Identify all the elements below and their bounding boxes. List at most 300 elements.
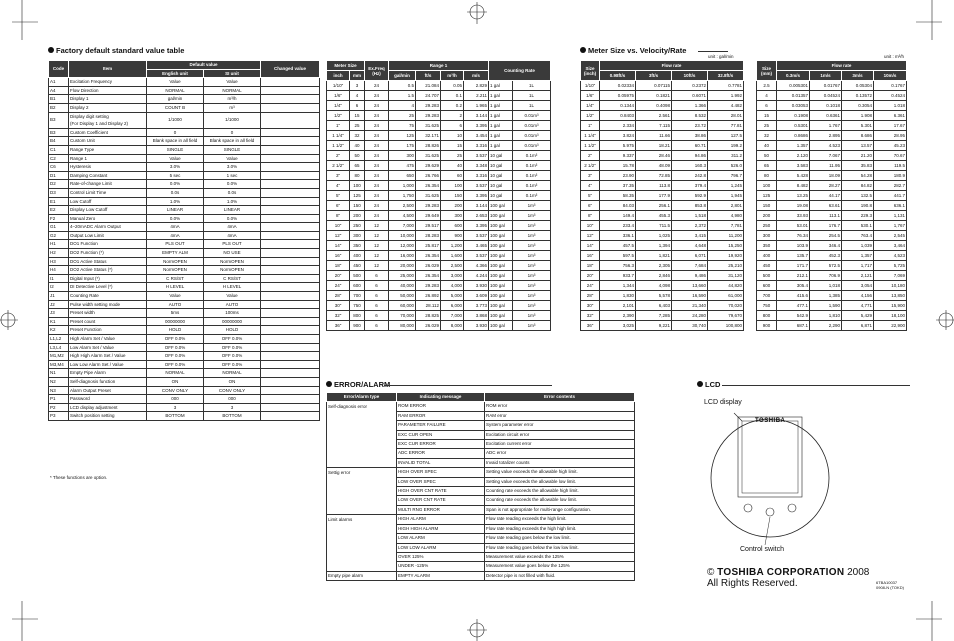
flow-cell: 3.583	[777, 161, 810, 171]
si-cell: Value	[204, 292, 261, 301]
ms-cell: 3.465	[464, 241, 489, 251]
code-cell: I2	[49, 283, 69, 292]
m3h-cell: 900	[441, 231, 464, 241]
changed-cell	[261, 214, 320, 223]
changed-cell	[261, 395, 320, 404]
ms-cell: 3.144	[464, 201, 489, 211]
table-row	[49, 369, 320, 378]
size-cell: 2.5	[757, 81, 777, 91]
changed-cell	[261, 403, 320, 412]
message-cell: OVER 125%	[397, 552, 485, 561]
flow-cell: 0.03053	[777, 101, 810, 111]
m3h-cell: 200	[441, 201, 464, 211]
error-type-cell	[327, 524, 397, 533]
table-row	[327, 311, 551, 321]
changed-cell	[261, 145, 320, 154]
item-cell: Empty Pipe Alarm	[69, 369, 147, 378]
flow-cell: 1,344	[600, 281, 636, 291]
flow-cell: 415.6	[777, 291, 810, 301]
error-type-cell: Settig error	[327, 468, 397, 477]
si-cell: 0.0%	[204, 214, 261, 223]
fts-cell: 26.029	[416, 261, 441, 271]
flow-cell: 84.03	[600, 201, 636, 211]
message-cell: LOW ALARM	[397, 534, 485, 543]
count-si-cell: 0.1m³	[513, 191, 551, 201]
changed-cell	[261, 352, 320, 361]
size-cell: 600	[757, 281, 777, 291]
ms-cell: 3.348	[464, 161, 489, 171]
flow-cell: 0.6071	[672, 91, 708, 101]
table-row	[757, 131, 907, 141]
exfreq-cell: 12	[365, 231, 389, 241]
inch-cell: 3"	[327, 171, 350, 181]
count-si-cell: 0.01m³	[513, 121, 551, 131]
count-si-cell: 1m³	[513, 321, 551, 331]
table-row	[757, 91, 907, 101]
flow-cell: 23.90	[600, 171, 636, 181]
inch-cell: 2"	[327, 151, 350, 161]
table-row	[327, 291, 551, 301]
message-cell: INVALID TOTAL	[397, 458, 485, 467]
exfreq-cell: 24	[365, 191, 389, 201]
col-item: Item	[69, 61, 147, 78]
m3h-cell: 8,000	[441, 321, 464, 331]
table-row	[49, 95, 320, 104]
flow-cell: 687.1	[777, 321, 810, 331]
factory-note: * These functions are option.	[50, 475, 108, 480]
flow-cell: 0.3054	[842, 101, 874, 111]
flow-cell: 15.78	[600, 161, 636, 171]
si-cell: OFF 0.0%	[204, 343, 261, 352]
count-si-cell: 1m³	[513, 271, 551, 281]
mm-cell: 15	[350, 111, 365, 121]
size-cell: 4"	[581, 181, 600, 191]
table-row	[49, 283, 320, 292]
item-cell: Switch position setting	[69, 412, 147, 421]
code-cell: D1	[49, 171, 69, 180]
table-row	[327, 477, 635, 486]
table-row	[49, 137, 320, 146]
count-gal-cell: 100 gal	[489, 231, 513, 241]
table-row	[327, 281, 551, 291]
item-cell: Preset Function	[69, 326, 147, 335]
flow-cell: 3,025	[600, 321, 636, 331]
col-flow-3: 32.8ft/s	[708, 71, 744, 81]
table-row	[327, 131, 551, 141]
si-cell: 0	[204, 128, 261, 137]
ms-cell: 3.537	[464, 251, 489, 261]
table-row	[327, 449, 635, 458]
table-row	[757, 271, 907, 281]
size-cell: 32	[757, 131, 777, 141]
flow-cell: 7,069	[874, 271, 907, 281]
exfreq-cell: 24	[365, 171, 389, 181]
galmin-cell: 175	[389, 141, 416, 151]
code-cell: H4	[49, 266, 69, 275]
table-row	[49, 335, 320, 344]
flow-cell: 0.7781	[708, 81, 744, 91]
exfreq-cell: 24	[365, 131, 389, 141]
english-cell: COUNT B	[147, 103, 204, 112]
code-cell: N3	[49, 386, 69, 395]
table-row	[757, 261, 907, 271]
col-m3h: m³/h	[441, 71, 464, 81]
count-gal-cell: 100 gal	[489, 251, 513, 261]
message-cell: PARAMETER FAILURE	[397, 421, 485, 430]
code-cell: G1	[49, 223, 69, 232]
contents-cell: Counting rate exceeds the allowable high limit.	[485, 487, 635, 496]
flow-cell: 4,980	[708, 211, 744, 221]
size-cell: 700	[757, 291, 777, 301]
flow-cell: 15,900	[874, 301, 907, 311]
si-cell: 4mA	[204, 223, 261, 232]
fts-cell: 29.517	[416, 221, 441, 231]
flow-cell: 18.21	[636, 141, 672, 151]
exfreq-cell: 6	[365, 291, 389, 301]
table-row	[581, 191, 744, 201]
count-gal-cell: 1 gal	[489, 141, 513, 151]
flow-cell: 44.17	[810, 191, 842, 201]
m3h-cell: 60	[441, 171, 464, 181]
table-row	[757, 291, 907, 301]
m3h-cell: 2	[441, 111, 464, 121]
count-gal-cell: 100 gal	[489, 241, 513, 251]
contents-cell: Setting value exceeds the allowable low limit.	[485, 477, 635, 486]
flow-cell: 2,305	[636, 261, 672, 271]
ms-cell: 3.537	[464, 181, 489, 191]
code-cell: P2	[49, 403, 69, 412]
mm-cell: 25	[350, 121, 365, 131]
table-row	[327, 231, 551, 241]
table-row	[327, 562, 635, 571]
contents-cell: Measurement value exceeds the 125%	[485, 552, 635, 561]
english-cell: 4mA	[147, 223, 204, 232]
size-cell: 1"	[581, 121, 600, 131]
code-cell: N2	[49, 377, 69, 386]
table-row	[757, 311, 907, 321]
changed-cell	[261, 240, 320, 249]
mm-cell: 6	[350, 101, 365, 111]
code-cell: K1	[49, 317, 69, 326]
flow-cell: 1,830	[600, 291, 636, 301]
english-cell: 00000000	[147, 317, 204, 326]
flow-cell: 31,120	[708, 271, 744, 281]
table-row	[49, 412, 320, 421]
fts-cell: 29.283	[416, 201, 441, 211]
m3h-cell: 2,500	[441, 261, 464, 271]
table-row	[581, 121, 744, 131]
m3h-cell: 300	[441, 211, 464, 221]
flow-cell: 0.05304	[842, 81, 874, 91]
contents-cell: Flow rate reading exceeds the high limit.	[485, 515, 635, 524]
fts-cell: 26.354	[416, 251, 441, 261]
count-gal-cell: 1 gal	[489, 111, 513, 121]
size-cell: 16"	[581, 251, 600, 261]
flow-cell: 149.4	[600, 211, 636, 221]
flow-cell: 0.1821	[636, 91, 672, 101]
flow-cell: 28.95	[874, 131, 907, 141]
table-row	[757, 231, 907, 241]
flow-cell: 3,054	[842, 281, 874, 291]
changed-cell	[261, 103, 320, 112]
m3h-cell: 0.05	[441, 81, 464, 91]
table-row	[327, 487, 635, 496]
changed-cell	[261, 386, 320, 395]
flow-cell: 180.9	[874, 171, 907, 181]
error-section-title	[326, 380, 390, 389]
table-row	[581, 171, 744, 181]
mm-cell: 700	[350, 291, 365, 301]
mm-cell: 800	[350, 311, 365, 321]
english-cell: HOLD	[147, 326, 204, 335]
flow-cell: 0.5301	[777, 121, 810, 131]
size-cell: 30"	[581, 301, 600, 311]
table-row	[49, 171, 320, 180]
si-cell: OFF 0.0%	[204, 352, 261, 361]
code-cell: P1	[49, 395, 69, 404]
size-cell: 800	[757, 311, 777, 321]
flow-cell: 24,280	[672, 311, 708, 321]
error-type-cell	[327, 458, 397, 467]
code-cell: P3	[49, 412, 69, 421]
item-cell: Control Limit Time	[69, 188, 147, 197]
si-cell: 0.0s	[204, 188, 261, 197]
table-row	[757, 281, 907, 291]
item-cell: High High Alarm Set / Value	[69, 352, 147, 361]
flow-cell: 11.66	[636, 131, 672, 141]
table-row	[49, 240, 320, 249]
m3h-cell: 6,000	[441, 301, 464, 311]
item-cell: Hysteresis	[69, 163, 147, 172]
ms-cell: 3.537	[464, 231, 489, 241]
copyright-icon: ©	[707, 567, 715, 578]
si-cell: Value	[204, 154, 261, 163]
flow-cell: 2,101	[600, 301, 636, 311]
english-cell: gal/min	[147, 95, 204, 104]
flow-cell: 48.09	[636, 161, 672, 171]
flow-cell: 1,590	[810, 301, 842, 311]
copyright-year: 2008	[847, 567, 870, 578]
si-cell: CONV ONLY	[204, 386, 261, 395]
english-cell: NORMAL	[147, 86, 204, 95]
flow-cell: 103.9	[777, 241, 810, 251]
count-si-cell: 0.1m³	[513, 181, 551, 191]
table-row	[327, 543, 635, 552]
table-row	[581, 271, 744, 281]
table-row	[49, 197, 320, 206]
item-cell: Display 1	[69, 95, 147, 104]
size-cell: 400	[757, 251, 777, 261]
count-si-cell: 1L	[513, 101, 551, 111]
mm-cell: 900	[350, 321, 365, 331]
m3h-cell: 7,000	[441, 311, 464, 321]
mm-cell: 50	[350, 151, 365, 161]
table-row	[581, 81, 744, 91]
code-cell: N1	[49, 369, 69, 378]
col-size-inch: Size (inch)	[581, 61, 600, 81]
flow-cell: 72.85	[636, 171, 672, 181]
flow-cell: 127.5	[708, 131, 744, 141]
code-cell: A4	[49, 86, 69, 95]
fts-cell: 26.029	[416, 321, 441, 331]
mm-cell: 300	[350, 231, 365, 241]
bullet-icon	[697, 381, 703, 387]
col-galmin: gal/min	[389, 71, 416, 81]
table-row	[49, 180, 320, 189]
item-cell: Alarm Output Preset	[69, 386, 147, 395]
col-changed: Changed value	[261, 61, 320, 78]
changed-cell	[261, 343, 320, 352]
table-row	[581, 201, 744, 211]
flow-cell: 10,180	[874, 281, 907, 291]
contents-cell: Detector pipe is not filled with fluid.	[485, 571, 635, 580]
inch-cell: 4"	[327, 181, 350, 191]
flow-cell: 38.86	[672, 131, 708, 141]
count-si-cell: 1L	[513, 81, 551, 91]
table-row	[581, 151, 744, 161]
flow-cell: 17.67	[874, 121, 907, 131]
changed-cell	[261, 292, 320, 301]
ms-cell: 3.395	[464, 121, 489, 131]
size-cell: 1/10"	[581, 81, 600, 91]
table-row	[327, 552, 635, 561]
flow-cell: 5,725	[874, 261, 907, 271]
si-cell: PLS OUT	[204, 240, 261, 249]
english-cell: 0.0s	[147, 188, 204, 197]
inch-cell: 1/2"	[327, 111, 350, 121]
message-cell: UNDER -125%	[397, 562, 485, 571]
mm-cell: 600	[350, 281, 365, 291]
table-row	[327, 241, 551, 251]
table-row	[327, 524, 635, 533]
flow-cell: 1.767	[810, 121, 842, 131]
velocity-unit-2: unit : m³/h	[884, 54, 905, 59]
flow-cell: 58.35	[600, 191, 636, 201]
changed-cell	[261, 78, 320, 87]
flow-cell: 1,821	[636, 251, 672, 261]
inch-cell: 2 1/2"	[327, 161, 350, 171]
m3h-cell: 5,000	[441, 291, 464, 301]
error-type-cell	[327, 487, 397, 496]
table-row	[49, 223, 320, 232]
flow-cell: 84.82	[842, 181, 874, 191]
english-cell: PLS OUT	[147, 240, 204, 249]
changed-cell	[261, 317, 320, 326]
count-si-cell: 0.01m³	[513, 131, 551, 141]
ms-cell: 3.930	[464, 321, 489, 331]
flow-cell: 4,156	[842, 291, 874, 301]
flow-cell: 1,018	[810, 281, 842, 291]
ms-cell: 3.395	[464, 191, 489, 201]
flow-cell: 711.5	[636, 221, 672, 231]
flow-cell: 4,771	[842, 301, 874, 311]
flow-cell: 76.34	[777, 231, 810, 241]
size-cell: 10"	[581, 221, 600, 231]
flow-cell: 18,100	[874, 311, 907, 321]
count-gal-cell: 1 gal	[489, 81, 513, 91]
flow-cell: 22,900	[874, 321, 907, 331]
control-switch-left-icon	[744, 504, 752, 512]
flow-cell: 113.1	[810, 211, 842, 221]
flow-cell: 0.1344	[600, 101, 636, 111]
table-row	[581, 181, 744, 191]
mm-cell: 3	[350, 81, 365, 91]
count-gal-cell: 100 gal	[489, 221, 513, 231]
code-cell: L1,L2	[49, 335, 69, 344]
size-cell: 80	[757, 171, 777, 181]
changed-cell	[261, 283, 320, 292]
flow-cell: 61,000	[708, 291, 744, 301]
flow-cell: 100,800	[708, 321, 744, 331]
flow-cell: 13,660	[672, 281, 708, 291]
flow-cell: 1.908	[842, 111, 874, 121]
flow-cell: 0.1767	[874, 81, 907, 91]
fts-cell: 31.625	[416, 151, 441, 161]
table-row	[327, 534, 635, 543]
flow-cell: 242.8	[672, 171, 708, 181]
flow-cell: 572.5	[810, 261, 842, 271]
lcd-title-text: LCD	[705, 380, 721, 389]
count-gal-cell: 10 gal	[489, 161, 513, 171]
table-row	[327, 515, 635, 524]
table-row	[49, 163, 320, 172]
size-cell: 20"	[581, 271, 600, 281]
contents-cell: RAM error	[485, 411, 635, 420]
m3h-cell: 100	[441, 181, 464, 191]
flow-cell: 94.86	[672, 151, 708, 161]
code-cell: K2	[49, 326, 69, 335]
table-row	[757, 181, 907, 191]
contents-cell: Setting value exceeds the allowable high limit.	[485, 468, 635, 477]
m3h-cell: 4,000	[441, 281, 464, 291]
count-gal-cell: 10 gal	[489, 191, 513, 201]
changed-cell	[261, 249, 320, 258]
count-gal-cell: 1 gal	[489, 131, 513, 141]
ms-cell: 3.868	[464, 311, 489, 321]
exfreq-cell: 24	[365, 91, 389, 101]
col-error-contents: Error contents	[485, 393, 635, 402]
table-row	[581, 241, 744, 251]
inch-cell: 20"	[327, 271, 350, 281]
english-cell: 0.0%	[147, 214, 204, 223]
code-cell: B3	[49, 128, 69, 137]
english-cell: H LEVEL	[147, 283, 204, 292]
table-row	[49, 386, 320, 395]
inch-cell: 1 1/4"	[327, 131, 350, 141]
table-row	[49, 266, 320, 275]
message-cell: EXC CUR ERROR	[397, 440, 485, 449]
item-cell: Excitation Frequency	[69, 78, 147, 87]
flow-cell: 132.5	[842, 191, 874, 201]
inch-cell: 10"	[327, 221, 350, 231]
flow-cell: 15,250	[708, 241, 744, 251]
table-row	[757, 171, 907, 181]
count-si-cell: 1m³	[513, 251, 551, 261]
table-row	[581, 101, 744, 111]
col-flow-0: 0.3m/s	[777, 71, 810, 81]
count-si-cell: 1m³	[513, 261, 551, 271]
ms-cell: 2.211	[464, 91, 489, 101]
brand-name: TOSHIBA CORPORATION	[717, 567, 845, 578]
galmin-cell: 25,000	[389, 271, 416, 281]
flow-cell: 455.3	[636, 211, 672, 221]
changed-cell	[261, 137, 320, 146]
flow-cell: 4,098	[636, 281, 672, 291]
flow-cell: 0.07115	[636, 81, 672, 91]
si-cell: 3.0%	[204, 163, 261, 172]
error-type-cell	[327, 411, 397, 420]
si-cell: 4mA	[204, 231, 261, 240]
